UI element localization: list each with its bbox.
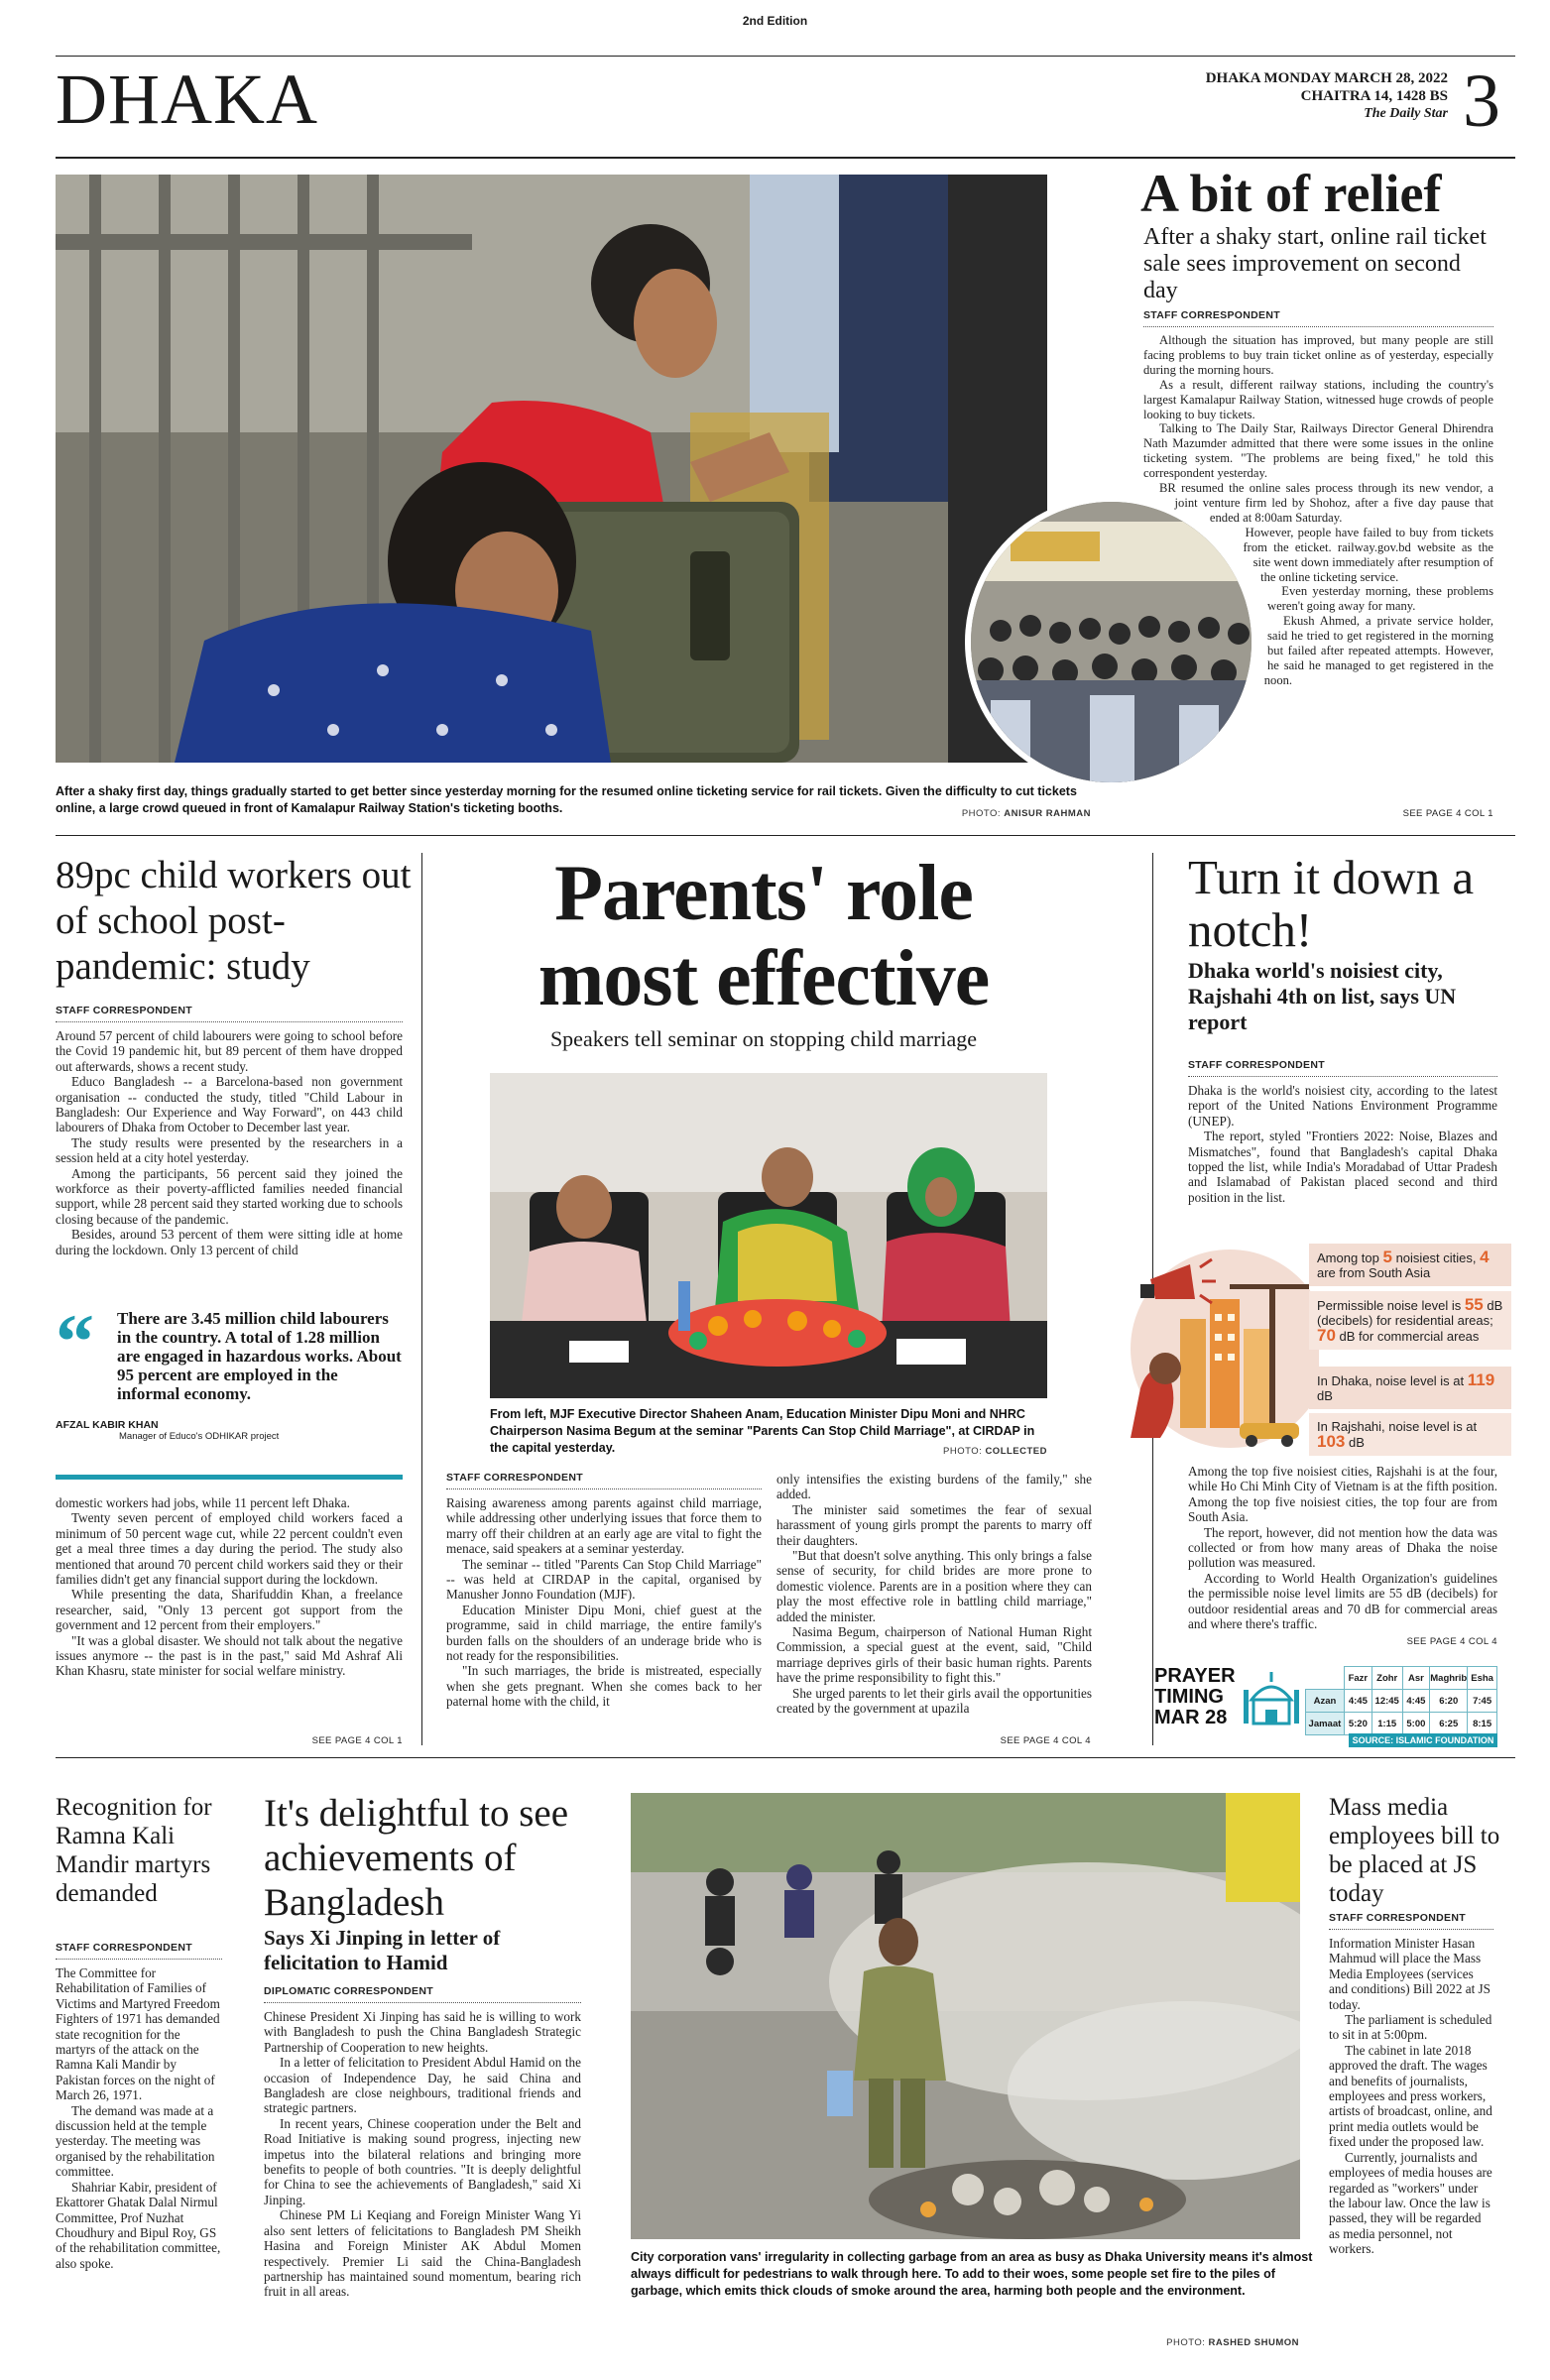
credit-name: RASHED SHUMON <box>1208 2337 1299 2348</box>
paragraph: Raising awareness among parents against child marriage, while addressing other underlying issues that force them to marry off their children at an early age are vital to fight the menace, said speakers at a seminar yesterday. <box>446 1495 762 1557</box>
noise-fact-4 <box>1309 1413 1511 1456</box>
paragraph: only intensifies the existing burdens of the family," she added. <box>776 1472 1092 1502</box>
parents-body-col2 <box>776 1472 1092 1717</box>
paragraph: Educo Bangladesh -- a Barcelona-based non government organisation -- conducted the study, titled "Child Labour in Bangladesh: Our Experience and Way Forward", on 443 child labourers of Dhaka from October to December last year. <box>56 1074 403 1135</box>
parents-see-page: SEE PAGE 4 COL 4 <box>1000 1735 1091 1746</box>
ramna-byline: STAFF CORRESPONDENT <box>56 1942 222 1960</box>
fact-text: Permissible noise level is <box>1317 1298 1465 1313</box>
quote-text: There are 3.45 million child labourers in the country. A total of 1.28 million are engaged in hazardous works. About 95 percent are employed in the informal economy. <box>117 1309 402 1403</box>
credit-name: ANISUR RAHMAN <box>1004 808 1091 819</box>
prayer-time-cell: 12:45 <box>1371 1690 1402 1713</box>
parents-subhead: Speakers tell seminar on stopping child marriage <box>549 1026 978 1051</box>
prayer-time-cell: 1:15 <box>1371 1713 1402 1735</box>
fact-number: 103 <box>1317 1432 1346 1451</box>
quote-author: AFZAL KABIR KHAN <box>56 1419 159 1431</box>
noise-headline: Turn it down a notch! <box>1188 850 1475 957</box>
paragraph: Twenty seven percent of employed child workers faced a minimum of 50 percent wage cut, while 22 percent couldn't even get a meal three times a day during the period. The study also mentioned that around 70 percent child workers said they or their families didn't get any financial support during the lockdown. <box>56 1510 403 1588</box>
paragraph: The parliament is scheduled to sit in at 5:00pm. <box>1329 2012 1492 2043</box>
paragraph: BR resumed the online sales process through its new vendor, a joint venture firm led by Shohoz, after a five day pause that ended at 8:00am Saturday. <box>1159 481 1493 525</box>
bangla-date-text: CHAITRA 14, 1428 BS <box>1300 88 1448 104</box>
seminar-photo-caption: From left, MJF Executive Director Shaheen Anam, Education Minister Dipu Moni and NHRC Chairperson Nasima Begum at the seminar "Parents Can Stop Child Marriage", at CIRDAP in the capital yesterday. <box>490 1407 1035 1455</box>
prayer-time-cell: 5:00 <box>1402 1713 1430 1735</box>
noise-text-top <box>1188 1083 1497 1205</box>
paragraph: Among the top five noisiest cities, Rajshahi is at the four, while Ho Chi Minh City of Vietnam is at the fifth position. Among the top five noisiest cities, the top four are from South Asia. <box>1188 1464 1497 1525</box>
prayer-time-cell: 4:45 <box>1344 1690 1371 1713</box>
paragraph: The Committee for Rehabilitation of Families of Victims and Martyred Freedom Fighters of 1971 has demanded state recognition for the martyrs of the attack on the Ramna Kali Mandir by Pakistan forces on the night of March 26, 1971. <box>56 1965 220 2103</box>
paragraph: The study results were presented by the researchers in a session held at a city hotel yesterday. <box>56 1134 403 1166</box>
fact-number: 70 <box>1317 1326 1336 1345</box>
garbage-photo-caption: City corporation vans' irregularity in collecting garbage from an area as busy as Dhaka University means it's almost always difficult for pedestrians to walk through here. To add to their woes, some people set fire to the piles of garbage, which emits thick clouds of smoke around the area, harming both people and the environment. <box>631 2250 1313 2298</box>
prayer-header-cell: Asr <box>1402 1667 1430 1690</box>
prayer-time-cell: 6:20 <box>1430 1690 1468 1713</box>
paragraph: However, people have failed to buy from tickets from the eticket. railway.gov.bd website as the site went down immediately after resumption of the online ticketing service. <box>1243 525 1493 584</box>
prayer-row-azan <box>1306 1690 1497 1713</box>
ramna-text <box>56 1965 222 2271</box>
lead-story-body <box>1143 309 1493 802</box>
prayer-time-cell: 6:25 <box>1430 1713 1468 1735</box>
prayer-title-line3: MAR 28 <box>1154 1707 1228 1728</box>
paragraph: The report, however, did not mention how the data was collected or from how many areas of Dhaka the noise pollution was measured. <box>1188 1524 1497 1571</box>
fact-text: dB for commercial areas <box>1335 1329 1480 1344</box>
prayer-row-jamaat <box>1306 1713 1497 1735</box>
child-body-top <box>56 1028 403 1257</box>
mass-media-body <box>1329 1912 1493 2257</box>
paragraph: She urged parents to let their girls avail the opportunities created by the government at upazila <box>776 1685 1092 1717</box>
paragraph: As a result, different railway stations, including the country's largest Kamalapur Railway Station, witnessed huge crowds of people looking to buy tickets. <box>1143 377 1493 421</box>
fact-number: 119 <box>1467 1370 1495 1389</box>
fact-number: 5 <box>1382 1248 1392 1266</box>
paragraph: Education Minister Dipu Moni, chief guest at the programme, said in child marriage, the entire family's burden falls on the shoulders of an underage bride who is not ready for the responsibilities. <box>446 1602 762 1664</box>
fact-text: In Rajshahi, noise level is at <box>1317 1419 1478 1434</box>
prayer-time-cell: 4:45 <box>1402 1690 1430 1713</box>
paragraph: According to World Health Organization's guidelines the permissible noise level limits are 55 dB (decibels) for outdoor residential areas and 70 dB for commercial areas and where there's traffic. <box>1188 1570 1497 1632</box>
section-title: DHAKA <box>56 60 318 139</box>
credit-label: PHOTO: <box>1166 2337 1206 2348</box>
quote-mark-icon: “ <box>56 1298 94 1384</box>
noise-infographic <box>1121 1240 1503 1460</box>
date-text: DHAKA MONDAY MARCH 28, 2022 <box>1205 70 1448 86</box>
prayer-header-cell: Fazr <box>1344 1667 1371 1690</box>
fact-text: noisiest cities, <box>1391 1250 1481 1265</box>
prayer-time-cell: 8:15 <box>1468 1713 1497 1735</box>
paragraph: The minister said sometimes the fear of sexual harassment of young girls prompt the parents to marry off their daughters. <box>776 1501 1092 1548</box>
paragraph: domestic workers had jobs, while 11 percent left Dhaka. <box>56 1495 350 1510</box>
noise-fact-1 <box>1309 1244 1511 1286</box>
xi-headline: It's delightful to see achievements of Bangladesh <box>264 1792 569 1924</box>
mosque-icon <box>1242 1670 1301 1729</box>
lead-photo-caption: After a shaky first day, things gradually started to get better since yesterday morning for the resumed online ticketing service for rail tickets. Given the difficulty to cut tickets online, a large crowd queued in front of Kamalapur Railway Station's ticketing booths. <box>56 784 1077 815</box>
fact-number: 4 <box>1480 1248 1490 1266</box>
lead-photo-credit <box>853 808 1091 819</box>
parents-headline <box>436 851 1091 1021</box>
noise-see-page: SEE PAGE 4 COL 4 <box>1406 1636 1497 1647</box>
child-see-page: SEE PAGE 4 COL 1 <box>311 1735 403 1746</box>
dateline <box>1091 69 1448 123</box>
masthead-bottom-rule <box>56 157 1515 159</box>
paragraph: Nasima Begum, chairperson of National Human Right Commission, a special guest at the event, said, "Child marriage deprives girls of their basic human rights. Parents have the prime responsibility to fight this." <box>776 1624 1092 1686</box>
prayer-title-line1: PRAYER <box>1154 1665 1236 1687</box>
paragraph: In recent years, Chinese cooperation under the Belt and Road Initiative is making sound progress, injecting new impetus into the bilateral relations and bringing more benefits to people of both countries. "It is deeply delightful for China to see the achievements of Bangladesh," said Xi Jinping. <box>264 2115 581 2207</box>
prayer-header-row <box>1306 1667 1497 1690</box>
noise-fact-2 <box>1309 1291 1511 1350</box>
section-rule-2 <box>56 1757 1515 1758</box>
paragraph: The seminar -- titled "Parents Can Stop Child Marriage" -- was held at CIRDAP in the capital, organised by Manusher Jonno Foundation (MJF). <box>446 1556 762 1603</box>
paragraph: "In such marriages, the bride is mistreated, especially when she gets pregnant. When she comes back to her paternal home with the child, it <box>446 1663 762 1710</box>
fact-text: In Dhaka, noise level is at <box>1317 1373 1468 1388</box>
xi-byline: DIPLOMATIC CORRESPONDENT <box>264 1985 581 2003</box>
prayer-title <box>1154 1666 1234 1728</box>
mass-media-text <box>1329 1936 1493 2257</box>
lead-body-text <box>1143 333 1493 688</box>
paragraph: Chinese PM Li Keqiang and Foreign Minister Wang Yi also sent letters of felicitations to Bangladesh PM Sheikh Hasina and Foreign Minister AK Abdul Momen respectively. Premier Li said the China-Bangladesh partnership has maintained sound momentum, bearing rich fruit in all areas. <box>264 2207 581 2300</box>
section-rule-1 <box>56 835 1515 836</box>
lead-subhead: After a shaky start, online rail ticket sale sees improvement on second day <box>1143 224 1487 303</box>
paragraph: Around 57 percent of child labourers were going to school before the Covid 19 pandemic hit, but 89 percent of them have dropped out afterwards, shows a recent study. <box>56 1028 403 1074</box>
seminar-photo-credit <box>833 1446 1047 1457</box>
noise-illustration <box>1121 1240 1319 1460</box>
paragraph: Chinese President Xi Jinping has said he is willing to work with Bangladesh to push the China Bangladesh Strategic Partnership of Cooperation to new heights. <box>264 2009 581 2055</box>
edition-label: 2nd Edition <box>742 14 808 28</box>
paragraph: Talking to The Daily Star, Railways Director General Dhirendra Nath Mazumder admitted that there were some issues in the online ticketing system. "The problems are being fixed," he told this correspondent yesterday. <box>1143 421 1493 481</box>
prayer-row-label: Azan <box>1306 1690 1345 1713</box>
paragraph: In a letter of felicitation to President Abdul Hamid on the occasion of Independence Day, he said China and Bangladesh are close neighbours, traditional friends and strategic partners. <box>264 2055 581 2116</box>
child-workers-top <box>56 1005 403 1257</box>
credit-label: PHOTO: <box>961 808 1002 819</box>
paragraph: Dhaka is the world's noisiest city, according to the latest report of the United Nations Environment Programme (UNEP). <box>1188 1083 1497 1129</box>
noise-body-top <box>1188 1059 1497 1205</box>
prayer-timing-box <box>1150 1664 1497 1749</box>
paragraph: The report, styled "Frontiers 2022: Noise, Blazes and Mismatches", found that Bangladesh's capital Dhaka topped the list, while India's Moradabad of Uttar Pradesh and Islamabad of Pakistan placed second and third position in the list. <box>1188 1129 1497 1205</box>
fact-text: dB (decibels) for residential areas; <box>1317 1298 1503 1328</box>
prayer-row-label: Jamaat <box>1306 1713 1345 1735</box>
prayer-source: SOURCE: ISLAMIC FOUNDATION <box>1349 1733 1497 1747</box>
prayer-corner-cell <box>1306 1667 1345 1690</box>
paragraph: Ekush Ahmed, a private service holder, said he tried to get registered in the morning but failed after repeated attempts. However, he said he managed to get registered in the noon. <box>1263 614 1493 687</box>
noise-fact-3 <box>1309 1367 1511 1409</box>
credit-label: PHOTO: <box>943 1446 983 1457</box>
paper-name: The Daily Star <box>1364 106 1448 121</box>
paragraph: Even yesterday morning, these problems weren't going away for many. <box>1267 584 1493 614</box>
quote-bottom-rule <box>56 1475 403 1480</box>
ramna-body <box>56 1942 222 2271</box>
prayer-header-cell: Maghrib <box>1430 1667 1468 1690</box>
paragraph: Shahriar Kabir, president of Ekattorer Ghatak Dalal Nirmul Committee, Prof Nuzhat Choudhury and Bipul Roy, GS of the rehabilitation committee, also spoke. <box>56 2179 221 2271</box>
child-byline: STAFF CORRESPONDENT <box>56 1005 403 1022</box>
pull-quote <box>56 1298 403 1442</box>
fact-number: 55 <box>1464 1295 1484 1314</box>
fact-text: Among top <box>1317 1250 1383 1265</box>
prayer-time-cell: 5:20 <box>1344 1713 1371 1735</box>
paragraph: Besides, around 53 percent of them were sitting idle at home during the lockdown. Only 13 percent of child <box>56 1227 403 1257</box>
ramna-headline: Recognition for Ramna Kali Mandir martyrs demanded <box>56 1794 212 1907</box>
prayer-header-cell: Esha <box>1468 1667 1497 1690</box>
lead-headline: A bit of relief <box>1140 164 1442 223</box>
noise-subhead: Dhaka world's noisiest city, Rajshahi 4th on list, says UN report <box>1188 958 1457 1034</box>
paragraph: Information Minister Hasan Mahmud will place the Mass Media Employees (services and conditions) Bill 2022 at JS today. <box>1329 1936 1491 2012</box>
child-workers-headline: 89pc child workers out of school post-pandemic: study <box>56 854 412 988</box>
paragraph: "But that doesn't solve anything. This only brings a false sense of security, for child brides are more prone to domestic violence. Parents are in a position where they can play the most effective role in battling child marriage," added the minister. <box>776 1548 1092 1624</box>
prayer-table <box>1305 1666 1497 1735</box>
paragraph: The demand was made at a discussion held at the temple yesterday. The meeting was organised by the rehabilitation committee. <box>56 2102 215 2180</box>
mass-media-byline: STAFF CORRESPONDENT <box>1329 1912 1493 1930</box>
lead-photo <box>56 175 1047 763</box>
paragraph: "It was a global disaster. We should not talk about the negative issues anymore -- the past is in the past," said Md Ashraf Ali Khan Khasru, state minister for social welfare ministry. <box>56 1632 403 1679</box>
seminar-photo <box>490 1073 1047 1398</box>
prayer-title-line2: TIMING <box>1154 1686 1224 1708</box>
garbage-photo <box>631 1793 1300 2239</box>
mass-media-headline: Mass media employees bill to be placed at JS today <box>1329 1794 1500 1907</box>
parents-headline-line1: Parents' role <box>554 850 973 937</box>
noise-body-bottom <box>1188 1464 1497 1631</box>
paragraph: Although the situation has improved, but many people are still facing problems to buy train ticket online as of yesterday, especially during the morning hours. <box>1143 333 1493 377</box>
fact-text: are from South Asia <box>1317 1265 1431 1280</box>
fact-text: dB <box>1345 1435 1365 1450</box>
credit-name: COLLECTED <box>985 1446 1047 1457</box>
fact-text: dB <box>1317 1388 1333 1403</box>
paragraph: Currently, journalists and employees of media houses are regarded as "workers" under the labour law. Once the law is passed, they will be regarded as media personnel, not workers. <box>1329 2149 1492 2257</box>
lead-see-page: SEE PAGE 4 COL 1 <box>1402 808 1493 819</box>
prayer-header-cell: Zohr <box>1371 1667 1402 1690</box>
xi-subhead: Says Xi Jinping in letter of felicitation to Hamid <box>264 1926 501 1974</box>
lead-byline: STAFF CORRESPONDENT <box>1143 309 1493 327</box>
paragraph: While presenting the data, Sharifuddin Khan, a freelance researcher, said, "Only 13 percent got support from the government and 12 percent from their employers." <box>56 1587 403 1633</box>
noise-byline: STAFF CORRESPONDENT <box>1188 1059 1497 1077</box>
quote-role: Manager of Educo's ODHIKAR project <box>119 1431 280 1442</box>
parents-byline: STAFF CORRESPONDENT <box>446 1472 762 1489</box>
parents-col1 <box>446 1472 762 1710</box>
page-number: 3 <box>1463 60 1500 143</box>
prayer-time-cell: 7:45 <box>1468 1690 1497 1713</box>
parents-body-col1 <box>446 1495 762 1710</box>
child-body-bottom <box>56 1495 403 1679</box>
garbage-photo-credit <box>1061 2337 1299 2348</box>
masthead-top-rule <box>56 56 1515 57</box>
paragraph: The cabinet in late 2018 approved the draft. The wages and benefits of journalists, employees and press workers, artists of broadcast, online, and print media outlets would be fixed under the proposed law. <box>1329 2042 1492 2150</box>
paragraph: Among the participants, 56 percent said they joined the workforce as their poverty-afflicted families needed financial support, while 28 percent said they started working due to schools closing because of the pandemic. <box>56 1165 403 1227</box>
column-rule-left <box>421 853 422 1745</box>
xi-text <box>264 2009 581 2300</box>
parents-headline-line2: most effective <box>537 935 990 1022</box>
xi-body <box>264 1985 581 2300</box>
